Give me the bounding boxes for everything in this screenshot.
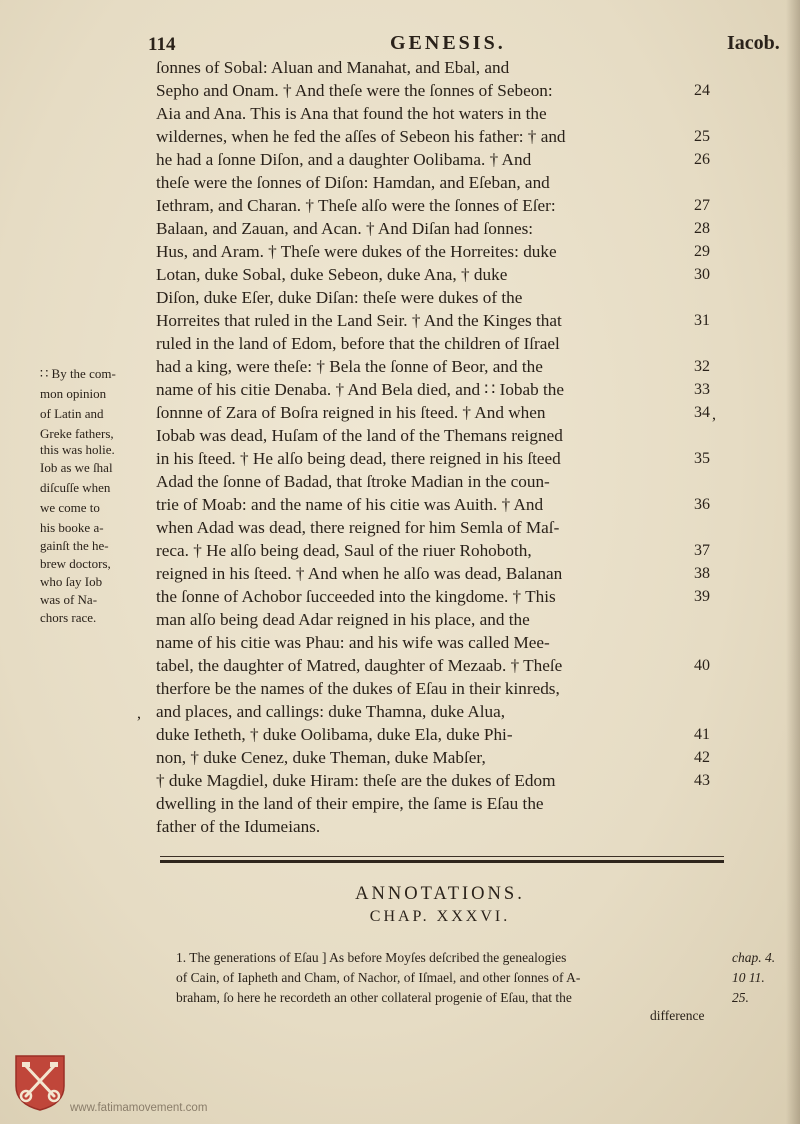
- margin-tick: ,: [712, 406, 716, 423]
- verse-number: 32: [694, 358, 710, 375]
- annotation-line: braham, ſo here he recordeth an other collateral progenie of Eſau, that the: [176, 990, 572, 1005]
- text-line: reca. † He alſo being dead, Saul of the riuer Rohoboth,: [156, 541, 532, 560]
- verse-number: 26: [694, 151, 710, 168]
- text-line: Sepho and Onam. † And theſe were the ſonnes of Sebeon:: [156, 81, 553, 100]
- annotations-chapter: CHAP. XXXVI.: [369, 908, 511, 925]
- margin-note-line: who ſay Iob: [40, 574, 103, 589]
- verse-number: 39: [694, 588, 710, 605]
- margin-note-line: gainſt the he-: [40, 538, 109, 553]
- text-line: father of the Idumeians.: [156, 817, 321, 836]
- verse-number: 30: [694, 266, 710, 283]
- margin-note-line: of Latin and: [40, 406, 104, 421]
- text-line: Balaan, and Zauan, and Acan. † And Diſan had ſonnes:: [156, 219, 534, 238]
- margin-note-line: his booke a-: [40, 520, 104, 535]
- text-line: Adad the ſonne of Badad, that ſtroke Madian in the coun-: [156, 472, 550, 491]
- verse-number: 34: [694, 404, 710, 421]
- section-name: Iacob.: [727, 32, 780, 54]
- annotation-reference: 25.: [732, 990, 749, 1005]
- text-line: Hus, and Aram. † Theſe were dukes of the Horreites: duke: [156, 242, 557, 261]
- verse-number: 40: [694, 657, 710, 674]
- text-line: had a king, were theſe: † Bela the ſonne of Beor, and the: [156, 357, 543, 376]
- verse-number: 43: [694, 772, 710, 789]
- text-line: non, † duke Cenez, duke Theman, duke Mabſer,: [156, 748, 486, 767]
- text-line: Iobab was dead, Huſam of the land of the Themans reigned: [156, 426, 563, 445]
- margin-note-line: was of Na-: [40, 592, 98, 607]
- margin-note-line: brew doctors,: [40, 556, 111, 571]
- watermark-url: www.fatimamovement.com: [70, 1102, 208, 1114]
- margin-note-line: this was holie.: [40, 442, 115, 457]
- verse-number: 42: [694, 749, 710, 766]
- text-line: duke Ietheth, † duke Oolibama, duke Ela, duke Phi-: [156, 725, 513, 744]
- verse-number: 36: [694, 496, 710, 513]
- verse-number: 25: [694, 128, 710, 145]
- verse-number: 24: [694, 82, 710, 99]
- section-divider-thick: [160, 860, 724, 863]
- margin-note-line: ∷ By the com-: [40, 366, 116, 381]
- text-line: the ſonne of Achobor ſucceeded into the kingdome. † This: [156, 587, 556, 606]
- margin-note-line: diſcuſſe when: [40, 480, 111, 495]
- annotation-catchword: difference: [650, 1008, 705, 1023]
- verse-number: 35: [694, 450, 710, 467]
- text-line: in his ſteed. † He alſo being dead, there reigned in his ſteed: [156, 449, 561, 468]
- text-line: reigned in his ſteed. † And when he alſo was dead, Balanan: [156, 564, 563, 583]
- verse-number: 37: [694, 542, 710, 559]
- margin-note-line: chors race.: [40, 610, 97, 625]
- margin-note-line: Iob as we ſhal: [40, 460, 113, 475]
- text-line: man alſo being dead Adar reigned in his place, and the: [156, 610, 530, 629]
- margin-note-line: mon opinion: [40, 386, 107, 401]
- verse-number: 33: [694, 381, 710, 398]
- verse-number: 38: [694, 565, 710, 582]
- verse-number: 31: [694, 312, 710, 329]
- text-line: trie of Moab: and the name of his citie was Auith. † And: [156, 495, 544, 514]
- annotation-line: 1. The generations of Eſau ] As before Moyſes deſcribed the genealogies: [176, 950, 567, 965]
- text-line: wildernes, when he fed the aſſes of Sebeon his father: † and: [156, 127, 566, 146]
- text-line: dwelling in the land of their empire, the ſame is Eſau the: [156, 794, 544, 813]
- annotation-reference: chap. 4.: [732, 950, 776, 965]
- text-line: ſonnes of Sobal: Aluan and Manahat, and Ebal, and: [156, 58, 510, 77]
- margin-tick: ,: [137, 705, 141, 722]
- text-line: Aia and Ana. This is Ana that found the hot waters in the: [156, 104, 547, 123]
- page-number: 114: [148, 34, 176, 55]
- text-line: Iethram, and Charan. † Theſe alſo were the ſonnes of Eſer:: [156, 196, 556, 215]
- margin-note-line: we come to: [40, 500, 100, 515]
- annotation-reference: 10 11.: [732, 970, 765, 985]
- text-line: ſonnne of Zara of Boſra reigned in his ſteed. † And when: [156, 403, 546, 422]
- annotation-line: of Cain, of Iapheth and Cham, of Nachor, of Iſmael, and other ſonnes of A-: [176, 970, 581, 985]
- verse-number: 29: [694, 243, 710, 260]
- margin-note-line: Greke fathers,: [40, 426, 114, 441]
- text-line: Diſon, duke Eſer, duke Diſan: theſe were dukes of the: [156, 288, 523, 307]
- text-line: and places, and callings: duke Thamna, duke Alua,: [156, 702, 506, 721]
- text-line: Horreites that ruled in the Land Seir. † And the Kinges that: [156, 311, 562, 330]
- text-line: theſe were the ſonnes of Diſon: Hamdan, and Eſeban, and: [156, 173, 550, 192]
- text-line: † duke Magdiel, duke Hiram: theſe are the dukes of Edom: [156, 771, 556, 790]
- verse-number: 27: [694, 197, 710, 214]
- annotations-heading: ANNOTATIONS.: [355, 884, 525, 904]
- papal-keys-seal-icon: [12, 1052, 68, 1112]
- verse-number: 28: [694, 220, 710, 237]
- text-line: he had a ſonne Diſon, and a daughter Oolibama. † And: [156, 150, 532, 169]
- text-line: therfore be the names of the dukes of Eſau in their kinreds,: [156, 679, 560, 698]
- text-line: when Adad was dead, there reigned for him Semla of Maſ-: [156, 518, 560, 537]
- text-line: name of his citie Denaba. † And Bela died, and ∷ Iobab the: [156, 380, 565, 399]
- running-title: GENESIS.: [390, 32, 506, 54]
- text-line: Lotan, duke Sobal, duke Sebeon, duke Ana, † duke: [156, 265, 508, 284]
- text-line: ruled in the land of Edom, before that the children of Iſrael: [156, 334, 560, 353]
- text-line: tabel, the daughter of Matred, daughter of Mezaab. † Theſe: [156, 656, 563, 675]
- section-divider: [160, 856, 724, 857]
- verse-number: 41: [694, 726, 710, 743]
- text-line: name of his citie was Phau: and his wife was called Mee-: [156, 633, 550, 652]
